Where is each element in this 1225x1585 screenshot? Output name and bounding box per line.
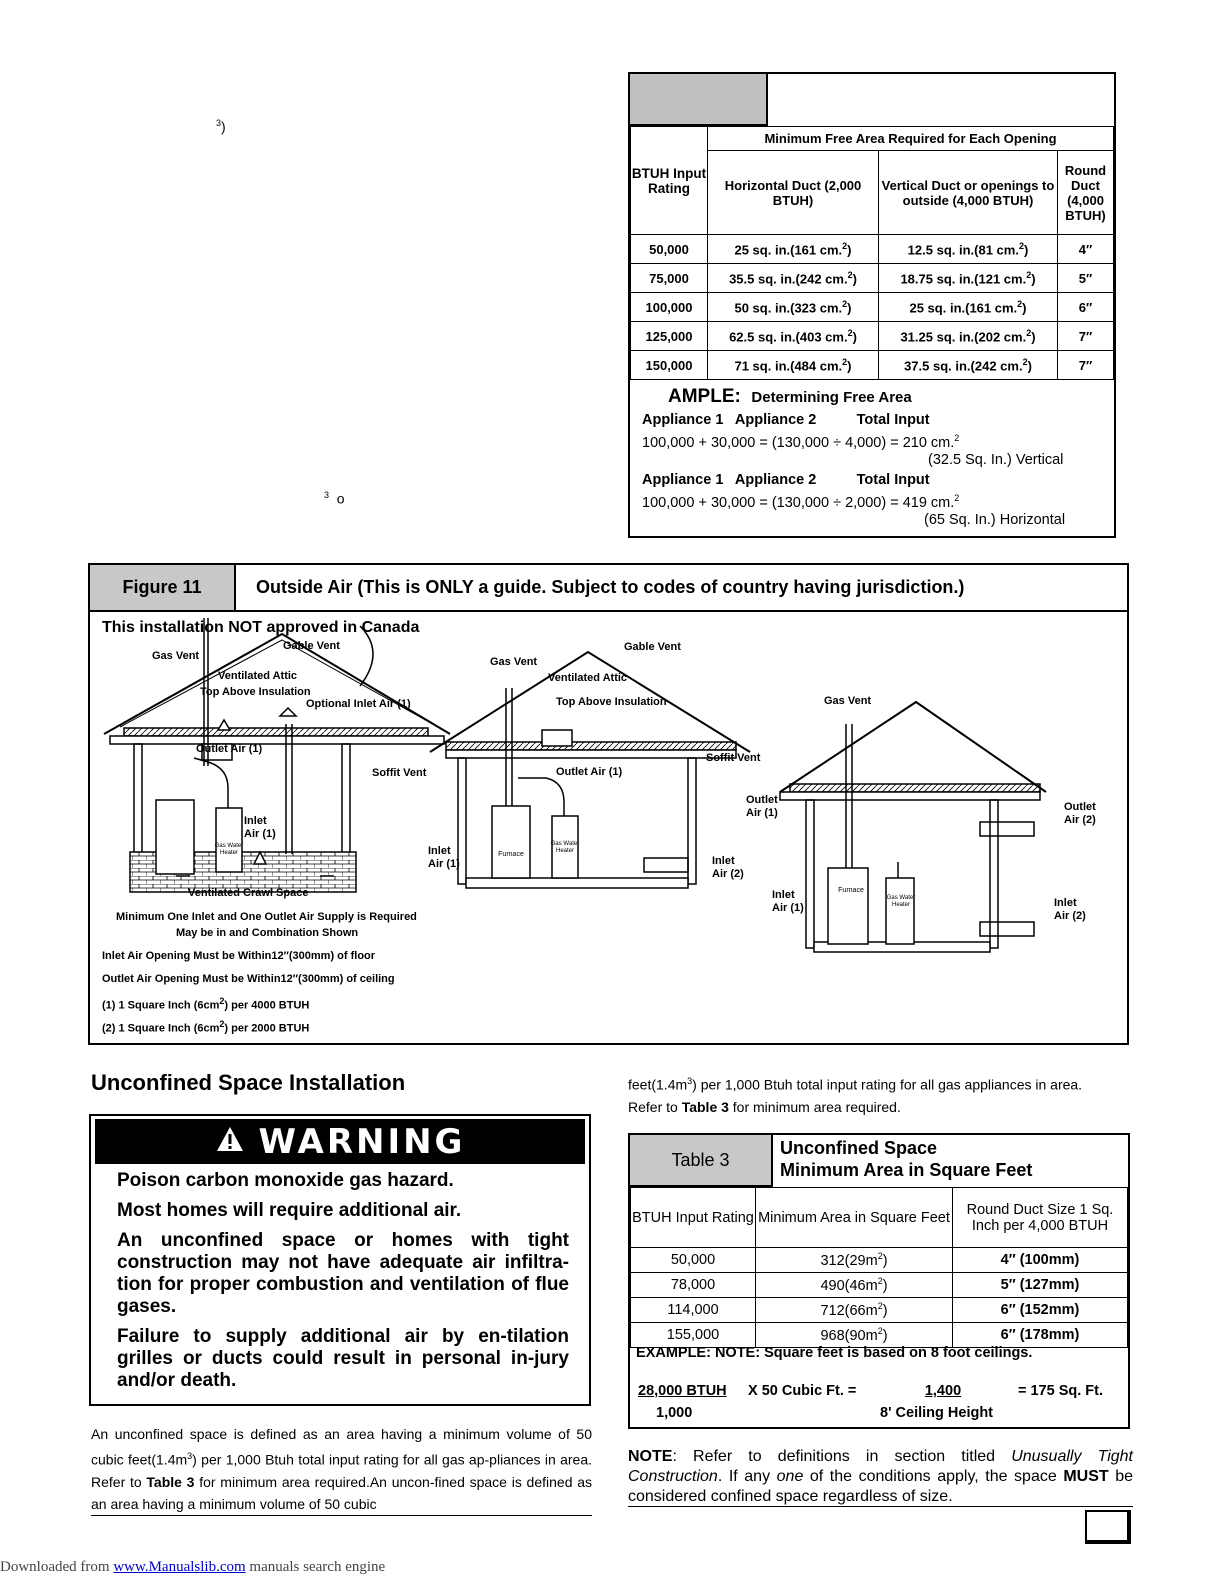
horizontal-cell: 50 sq. in.(323 cm.$^2$) [708, 293, 879, 322]
btuh-cell: 75,000 [631, 264, 708, 293]
btuh-cell: 78,000 [631, 1273, 756, 1298]
label-outlet-1: Outlet Air (1) [746, 794, 778, 819]
footer-suffix: manuals search engine [249, 1559, 386, 1575]
footer-link[interactable]: www.Manualslib.com [113, 1559, 246, 1575]
label-inlet-2: Inlet Air (2) [1054, 897, 1086, 922]
unconfined-definition: An unconfined space is defined as an area having a minimum volume of 50 cubic $feet(1.4m^3)$ per 1,000 Btuh total input rating for all gas ap-pliances in area. Refer to Table 3 for minimum area required.An uncon-fined space is defined as an area having a minimum volume of 50 cubic [91, 1423, 592, 1516]
label-inlet-2: Inlet Air (2) [712, 855, 744, 880]
house-three [780, 702, 1046, 952]
btuh-cell: 114,000 [631, 1298, 756, 1323]
table-row [631, 1323, 1128, 1348]
table-row [631, 293, 1114, 322]
example-note: (32.5 Sq. In.) Vertical [928, 452, 1064, 468]
label-gas-vent: Gas Vent [152, 650, 200, 662]
label-inlet: Inlet Air (1) [244, 815, 276, 840]
rule-line: (1) 1 Square Inch $(6cm^2)$ per 4000 BTUH [102, 996, 310, 1012]
warning-box [89, 1114, 591, 1406]
table-row [631, 322, 1114, 351]
btuh-cell: 150,000 [631, 351, 708, 380]
free-area-table [628, 72, 1116, 538]
rule-line: (2) 1 Square Inch $(6cm^2)$ per 2000 BTUH [102, 1019, 310, 1035]
horizontal-cell: 35.5 sq. in.(242 cm.$^2$) [708, 264, 879, 293]
unconfined-definition-cont: $feet(1.4m^3)$ per 1,000 Btuh total input rating for all gas appliances in area. Refer to Table 3 for minimum area required. [628, 1076, 1083, 1115]
col-header: Round Duct (4,000 BTUH) [1058, 151, 1114, 235]
label-soffit: Soffit Vent [706, 752, 761, 764]
section-heading: Unconfined Space Installation [91, 1070, 406, 1095]
btuh-cell: 155,000 [631, 1323, 756, 1348]
label-outlet-air: Outlet Air (1) [196, 743, 263, 755]
footer [0, 1559, 385, 1576]
example-equation: 100,000 + 30,000 = (130,000 ÷ 4,000) = 210 cm.$^2$ [642, 433, 960, 451]
calc-ceiling: 8' Ceiling Height [880, 1405, 994, 1421]
rule-line: Outlet Air Opening Must be Within12″(300mm) of ceiling [102, 973, 395, 985]
label-crawl: Ventilated Crawl Space [188, 887, 309, 899]
label-inlet-1: Inlet Air (1) [772, 889, 804, 914]
page-number-box [1085, 1510, 1131, 1544]
label-top-above: Top Above Insulation [200, 686, 311, 698]
label-furnace: Furnace [498, 851, 524, 858]
footer-prefix: Downloaded from [0, 1559, 110, 1575]
duct-cell: 4″ (100mm) [953, 1248, 1128, 1273]
label-gable-vent: Gable Vent [624, 641, 681, 653]
calc-answer: = 175 Sq. Ft. [1018, 1383, 1104, 1399]
table-row [631, 1248, 1128, 1273]
example-title: AMPLE: Determining Free Area [668, 386, 912, 407]
vertical-cell: 18.75 sq. in.(121 cm.$^2$) [879, 264, 1058, 293]
btuh-cell: 50,000 [631, 1248, 756, 1273]
table-label-cell [630, 74, 768, 126]
table3-example: EXAMPLE: NOTE: Square feet is based on 8 foot ceilings. [636, 1345, 1033, 1361]
table-label: Table 3 [630, 1135, 773, 1187]
warning-banner [95, 1119, 585, 1164]
vertical-cell: 37.5 sq. in.(242 cm.$^2$) [879, 351, 1058, 380]
rule-line: Inlet Air Opening Must be Within12″(300mm) of floor [102, 950, 376, 962]
round-cell: 6″ [1058, 293, 1114, 322]
label-outlet-air: Outlet Air (1) [556, 766, 623, 778]
vertical-cell: 25 sq. in.(161 cm.$^2$) [879, 293, 1058, 322]
label-water-heater: Gas Water Heater [550, 841, 580, 854]
col-header: Round Duct Size 1 Sq. Inch per 4,000 BTUH [953, 1188, 1128, 1248]
divider [628, 1506, 1133, 1507]
table-row [631, 1273, 1128, 1298]
duct-cell: 6″ (152mm) [953, 1298, 1128, 1323]
horizontal-cell: 25 sq. in.(161 cm.$^2$) [708, 235, 879, 264]
duct-cell: 6″ (178mm) [953, 1323, 1128, 1348]
btuh-cell: 125,000 [631, 322, 708, 351]
horizontal-cell: 62.5 sq. in.(403 cm.$^2$) [708, 322, 879, 351]
group-header: Minimum Free Area Required for Each Opening [708, 127, 1114, 151]
round-cell: 4″ [1058, 235, 1114, 264]
col-header: BTUH Input Rating [631, 127, 708, 235]
label-gable-vent: Gable Vent [283, 640, 340, 652]
area-cell: $490(46m^2)$ [756, 1273, 953, 1298]
label-water-heater: Gas Water Heater [886, 895, 916, 908]
note-line: May be in and Combination Shown [176, 927, 359, 939]
warning-title: WARNING [258, 1121, 466, 1162]
unconfined-area-table [628, 1133, 1130, 1429]
example-header: Appliance 1 Appliance 2 Total Input [642, 412, 930, 428]
label-inlet-1: Inlet Air (1) [428, 845, 460, 870]
col-header: Horizontal Duct (2,000 BTUH) [708, 151, 879, 235]
unconfined-area-grid [630, 1187, 1128, 1348]
label-furnace: Furnace [838, 887, 864, 894]
horizontal-cell: 71 sq. in.(484 cm.$^2$) [708, 351, 879, 380]
free-area-grid [630, 126, 1114, 380]
calc-multiplier: X 50 Cubic Ft. = [748, 1383, 857, 1399]
duct-cell: 5″ (127mm) [953, 1273, 1128, 1298]
canada-note: This installation NOT approved in Canada [102, 619, 420, 636]
label-optional-inlet: Optional Inlet Air (1) [306, 698, 411, 710]
table-row [631, 235, 1114, 264]
table-row [631, 264, 1114, 293]
label-gas-vent: Gas Vent [824, 695, 872, 707]
note-paragraph: NOTE: Refer to definitions in section titled Unusually Tight Construction. If any one of the conditions apply, the space MUST be considered confined space regardless of size. [628, 1448, 1134, 1505]
vertical-cell: 31.25 sq. in.(202 cm.$^2$) [879, 322, 1058, 351]
label-outlet-2: Outlet Air (2) [1064, 801, 1096, 826]
example-note: (65 Sq. In.) Horizontal [924, 512, 1066, 528]
round-cell: 7″ [1058, 322, 1114, 351]
calc-numerator: 28,000 BTUH [638, 1383, 727, 1399]
round-cell: 5″ [1058, 264, 1114, 293]
figure-outside-air [88, 563, 1129, 1045]
warning-line: Failure to supply additional air by en-tilation grilles or ducts could result in personal in-jury and/or death. [117, 1326, 569, 1391]
area-cell: $968(90m^2)$ [756, 1323, 953, 1348]
fragment: $^3$) [216, 118, 226, 135]
btuh-cell: 100,000 [631, 293, 708, 322]
vertical-cell: 12.5 sq. in.(81 cm.$^2$) [879, 235, 1058, 264]
figure-label: Figure 11 [90, 565, 236, 612]
col-header: BTUH Input Rating [631, 1188, 756, 1248]
table-row [631, 1298, 1128, 1323]
label-top-above: Top Above Insulation [556, 696, 667, 708]
example-equation: 100,000 + 30,000 = (130,000 ÷ 2,000) = 419 cm.$^2$ [642, 493, 960, 511]
round-cell: 7″ [1058, 351, 1114, 380]
note-line: Minimum One Inlet and One Outlet Air Supply is Required [116, 911, 417, 923]
warning-icon [215, 1122, 245, 1162]
label-gas-vent: Gas Vent [490, 656, 538, 668]
figure-caption: Outside Air (This is ONLY a guide. Subject to codes of country having jurisdiction.) [236, 565, 1127, 612]
label-water-heater: Gas Water Heater [214, 843, 244, 856]
area-cell: $712(66m^2)$ [756, 1298, 953, 1323]
label-soffit: Soffit Vent [372, 767, 427, 779]
warning-text [117, 1170, 569, 1400]
col-header: Minimum Area in Square Feet [756, 1188, 953, 1248]
calc-result: 1,400 [924, 1383, 962, 1399]
calc-denominator: 1,000 [656, 1405, 693, 1421]
label-attic: Ventilated Attic [218, 670, 298, 682]
btuh-cell: 50,000 [631, 235, 708, 264]
label-attic: Ventilated Attic [548, 672, 628, 684]
table-title: Unconfined Space Minimum Area in Square Feet [780, 1138, 1033, 1180]
table-row [631, 351, 1114, 380]
example-header: Appliance 1 Appliance 2 Total Input [642, 472, 930, 488]
fragment: $^3$ o [324, 490, 345, 507]
area-cell: $312(29m^2)$ [756, 1248, 953, 1273]
warning-line: Most homes will require additional air. [117, 1200, 462, 1221]
warning-line: An unconfined space or homes with tight construction may not have adequate air infiltra-tion for proper combustion and ventilation of flue gases. [117, 1230, 569, 1317]
col-header: Vertical Duct or openings to outside (4,000 BTUH) [879, 151, 1058, 235]
warning-line: Poison carbon monoxide gas hazard. [117, 1170, 454, 1191]
